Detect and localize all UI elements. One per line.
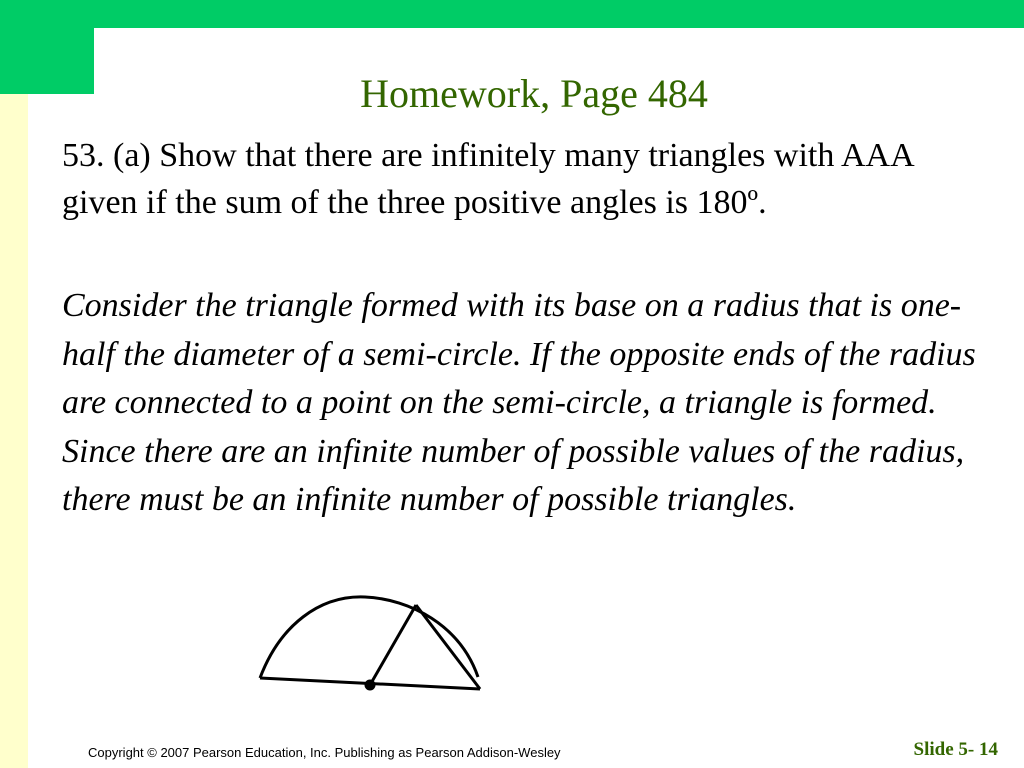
triangle-side-left — [370, 605, 416, 685]
semicircle-arc — [260, 597, 478, 678]
top-accent-bar — [0, 0, 1024, 28]
slide-title: Homework, Page 484 — [360, 71, 708, 116]
answer-text: Consider the triangle formed with its base on a radius that is one-half the diameter of a semi-circle. If the opposite ends of the radius are connected to a point on the semi-circle, a triangle is formed. Since there are an infinite number of possible values of the radius, there must be an infinite number of possible triangles. — [62, 287, 976, 518]
slide-number: Slide 5- 14 — [913, 739, 998, 760]
triangle-side-right — [416, 605, 480, 689]
problem-statement: 53. (a) Show that there are infinitely many triangles with AAA given if the sum of the three positive angles is 180º. — [62, 137, 913, 221]
semicircle-triangle-diagram — [250, 585, 490, 695]
copyright-notice: Copyright © 2007 Pearson Education, Inc. Publishing as Pearson Addison-Wesley — [88, 745, 561, 760]
center-point — [365, 680, 376, 691]
